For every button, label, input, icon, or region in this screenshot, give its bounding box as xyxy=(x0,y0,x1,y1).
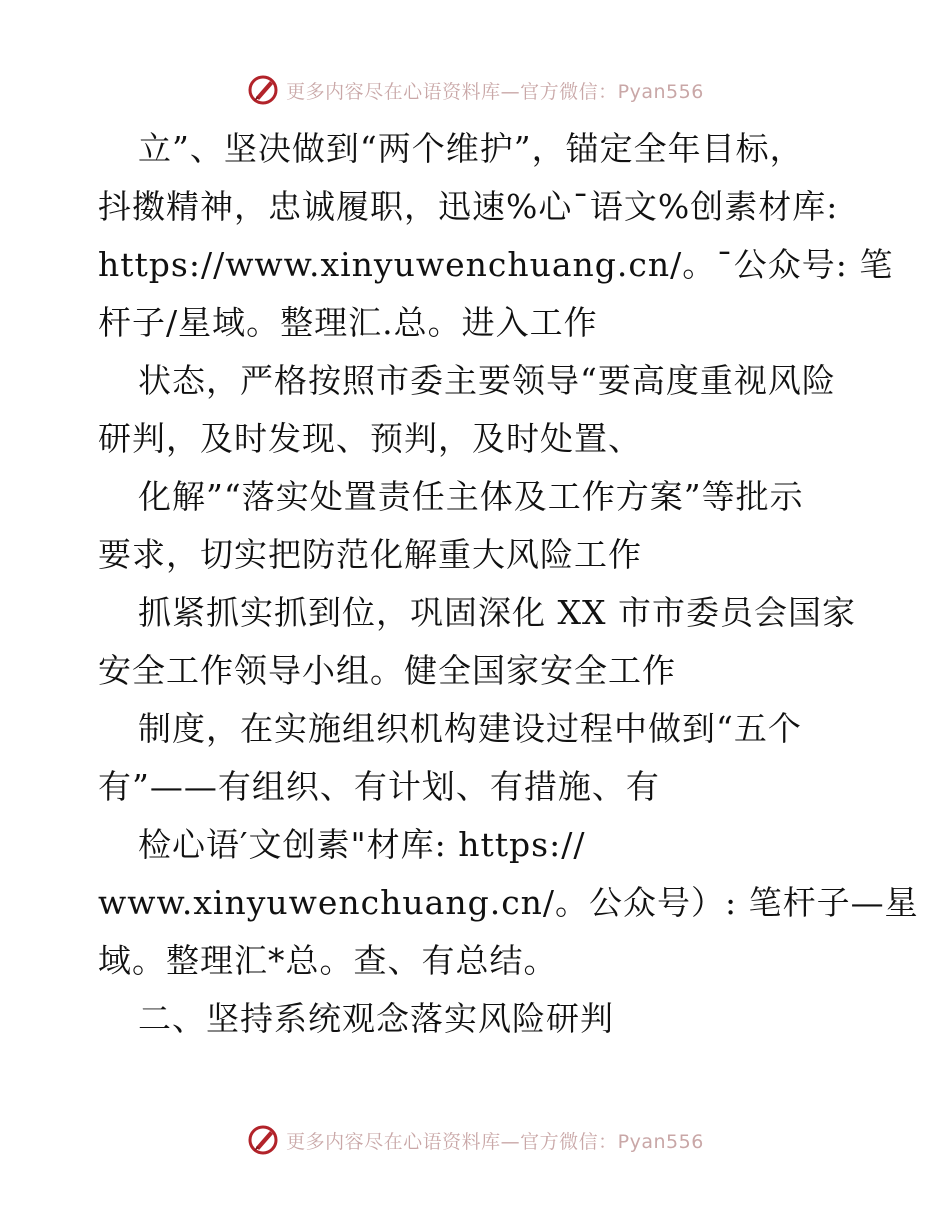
text-line: 状态，严格按照市委主要领导“要高度重视风险 xyxy=(138,361,836,400)
text-line: 检心语′文创素"材库: https:// xyxy=(138,825,586,864)
quill-pen-logo-icon xyxy=(246,1123,280,1157)
header-banner xyxy=(0,70,950,110)
text-line: 抓紧抓实抓到位，巩固深化 XX 市市委员会国家 xyxy=(138,593,856,632)
text-line: https://www.xinyuwenchuang.cn/。¯公众号: 笔 xyxy=(98,245,894,284)
text-line: 抖擞精神，忠诚履职，迅速%心¯语文%创素材库: xyxy=(98,187,839,226)
text-line: 有”——有组织、有计划、有措施、有 xyxy=(98,767,660,806)
text-line: 域。整理汇*总。查、有总结。 xyxy=(98,941,558,980)
text-line: 制度，在实施组织机构建设过程中做到“五个 xyxy=(138,709,802,748)
footer-banner-text: 更多内容尽在心语资料库—官方微信：Pyan556 xyxy=(286,1130,704,1153)
quill-pen-logo-icon xyxy=(246,73,280,107)
text-line: 安全工作领导小组。健全国家安全工作 xyxy=(98,651,676,690)
text-line: 研判，及时发现、预判，及时处置、 xyxy=(98,419,642,458)
text-line: 化解”“落实处置责任主体及工作方案”等批示 xyxy=(138,477,804,516)
text-line: 立”、坚决做到“两个维护”，锚定全年目标， xyxy=(138,129,804,168)
header-banner-text: 更多内容尽在心语资料库—官方微信：Pyan556 xyxy=(286,80,704,103)
text-line: www.xinyuwenchuang.cn/。公众号）: 笔杆子—星 xyxy=(98,883,919,922)
footer-banner xyxy=(0,1120,950,1160)
document-body xyxy=(98,120,919,1048)
text-line: 二、坚持系统观念落实风险研判 xyxy=(138,999,614,1038)
text-line: 杆子/星域。整理汇.总。进入工作 xyxy=(98,303,598,342)
text-line: 要求，切实把防范化解重大风险工作 xyxy=(98,535,642,574)
